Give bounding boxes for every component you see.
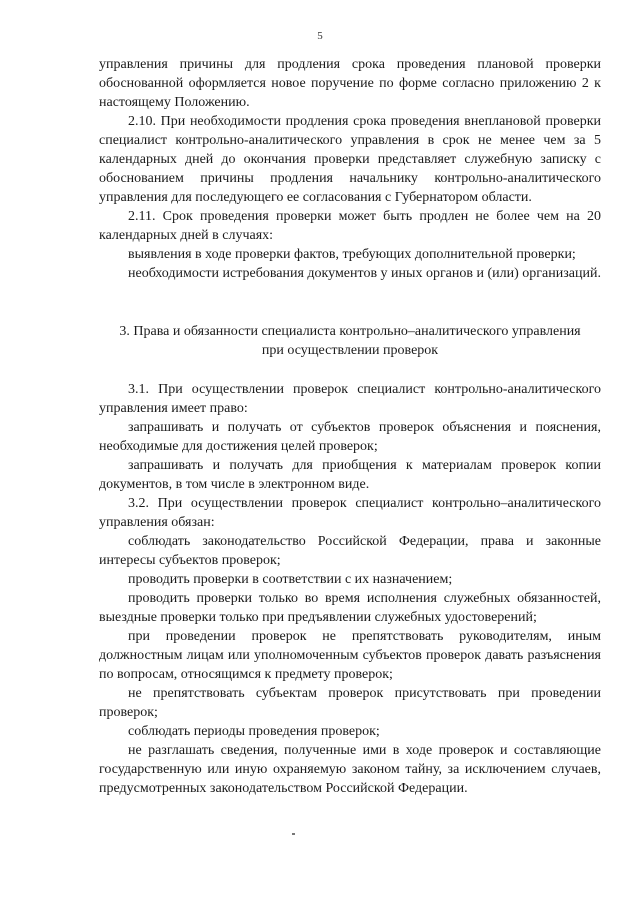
paragraph-right-1: запрашивать и получать от субъектов проверок объяснения и пояснения, необходимые для достижения целей проверок; [99, 420, 601, 454]
section-heading: 3. Права и обязанности специалиста контрольно–аналитического управления при осуществлении проверок [119, 324, 581, 358]
paragraph-3-2: 3.2. При осуществлении проверок специалист контрольно–аналитического управления обязан: [99, 496, 601, 530]
paragraph-duty-5: не препятствовать субъектам проверок присутствовать при проведении проверок; [99, 686, 601, 720]
document-body [99, 55, 601, 798]
paragraph-duty-2: проводить проверки в соответствии с их назначением; [128, 572, 453, 587]
paragraph-continuation: управления причины для продления срока проведения плановой проверки обоснованной оформляется новое поручение по форме согласно приложению 2 к настоящему Положению. [99, 57, 601, 110]
heading-spacer [99, 360, 601, 380]
paragraph-duty-3: проводить проверки только во время исполнения служебных обязанностей, выездные проверки только при предъявлении служебных удостоверений; [99, 591, 601, 625]
scan-speck [292, 833, 295, 835]
paragraph-duty-7: не разглашать сведения, полученные ими в ходе проверок и составляющие государственную или иную охраняемую законом тайну, за исключением случаев, предусмотренных законодательством Российской Федерации. [99, 743, 601, 796]
section-spacer [99, 283, 601, 322]
paragraph-duty-4: при проведении проверок не препятствовать руководителям, иным должностным лицам или уполномоченным субъектов проверок давать разъяснения по вопросам, относящимся к предмету проверок; [99, 629, 601, 682]
paragraph-case-2: необходимости истребования документов у иных органов и (или) организаций. [128, 266, 601, 281]
paragraph-3-1: 3.1. При осуществлении проверок специалист контрольно-аналитического управления имеет право: [99, 382, 601, 416]
paragraph-duty-1: соблюдать законодательство Российской Федерации, права и законные интересы субъектов проверок; [99, 534, 601, 568]
paragraph-2-10: 2.10. При необходимости продления срока проведения внеплановой проверки специалист контрольно-аналитического управления в срок не менее чем за 5 календарных дней до окончания проверки представляет служебную записку с обоснованием причины продления начальнику контрольно-аналитического управления для последующего ее согласования с Губернатором области. [99, 114, 601, 205]
paragraph-2-11: 2.11. Срок проведения проверки может быть продлен не более чем на 20 календарных дней в случаях: [99, 209, 601, 243]
paragraph-right-2: запрашивать и получать для приобщения к материалам проверок копии документов, в том числе в электронном виде. [99, 458, 601, 492]
paragraph-case-1: выявления в ходе проверки фактов, требующих дополнительной проверки; [128, 247, 576, 262]
paragraph-duty-6: соблюдать периоды проведения проверок; [128, 724, 380, 739]
page-number: 5 [317, 30, 323, 42]
